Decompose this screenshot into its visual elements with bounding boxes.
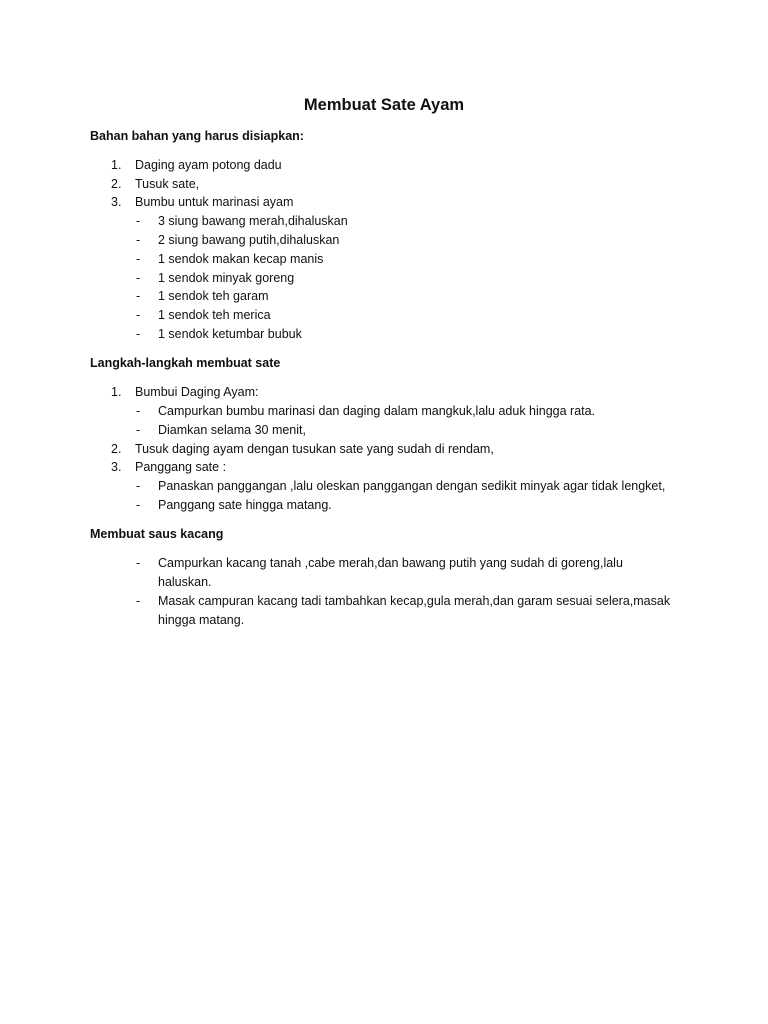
dash-marker: - bbox=[136, 556, 141, 570]
list-number: 2. bbox=[111, 442, 122, 456]
dash-marker: - bbox=[136, 594, 141, 608]
bullet-item-line: hingga matang. bbox=[158, 613, 245, 627]
list-number: 2. bbox=[111, 177, 122, 191]
list-item: Bumbui Daging Ayam: bbox=[135, 385, 259, 399]
dash-marker: - bbox=[136, 252, 141, 266]
list-item: Daging ayam potong dadu bbox=[135, 158, 282, 172]
list-number: 3. bbox=[111, 460, 122, 474]
sub-list-item: Diamkan selama 30 menit, bbox=[158, 423, 306, 437]
dash-marker: - bbox=[136, 327, 141, 341]
bullet-item-line: Campurkan kacang tanah ,cabe merah,dan bawang putih yang sudah di goreng,lalu bbox=[158, 556, 623, 570]
dash-marker: - bbox=[136, 214, 141, 228]
list-item: Panggang sate : bbox=[135, 460, 227, 474]
sub-list-item: 1 sendok ketumbar bubuk bbox=[158, 327, 302, 341]
section-heading-ingredients: Bahan bahan yang harus disiapkan: bbox=[90, 129, 304, 143]
sub-list-item: 1 sendok teh merica bbox=[158, 308, 271, 322]
dash-marker: - bbox=[136, 271, 141, 285]
list-item: Tusuk sate, bbox=[135, 177, 200, 191]
dash-marker: - bbox=[136, 308, 141, 322]
sub-list-item: Campurkan bumbu marinasi dan daging dalam mangkuk,lalu aduk hingga rata. bbox=[158, 404, 596, 418]
document-title: Membuat Sate Ayam bbox=[303, 96, 465, 114]
section-heading-steps: Langkah-langkah membuat sate bbox=[90, 356, 281, 370]
list-number: 3. bbox=[111, 195, 122, 209]
sub-list-item: 3 siung bawang merah,dihaluskan bbox=[158, 214, 348, 228]
list-number: 1. bbox=[111, 158, 122, 172]
dash-marker: - bbox=[136, 498, 141, 512]
sub-list-item: 1 sendok minyak goreng bbox=[158, 271, 295, 285]
list-item: Tusuk daging ayam dengan tusukan sate yang sudah di rendam, bbox=[135, 442, 494, 456]
list-item: Bumbu untuk marinasi ayam bbox=[135, 195, 294, 209]
dash-marker: - bbox=[136, 233, 141, 247]
sub-list-item: 1 sendok makan kecap manis bbox=[158, 252, 324, 266]
section-heading-peanut-sauce: Membuat saus kacang bbox=[90, 527, 224, 541]
bullet-item-line: haluskan. bbox=[158, 575, 212, 589]
sub-list-item: Panggang sate hingga matang. bbox=[158, 498, 332, 512]
sub-list-item: 2 siung bawang putih,dihaluskan bbox=[158, 233, 340, 247]
sub-list-item: 1 sendok teh garam bbox=[158, 289, 269, 303]
dash-marker: - bbox=[136, 479, 141, 493]
dash-marker: - bbox=[136, 289, 141, 303]
dash-marker: - bbox=[136, 423, 141, 437]
dash-marker: - bbox=[136, 404, 141, 418]
sub-list-item: Panaskan panggangan ,lalu oleskan panggangan dengan sedikit minyak agar tidak lengket, bbox=[158, 479, 666, 493]
list-number: 1. bbox=[111, 385, 122, 399]
bullet-item-line: Masak campuran kacang tadi tambahkan kecap,gula merah,dan garam sesuai selera,masak bbox=[158, 594, 671, 608]
